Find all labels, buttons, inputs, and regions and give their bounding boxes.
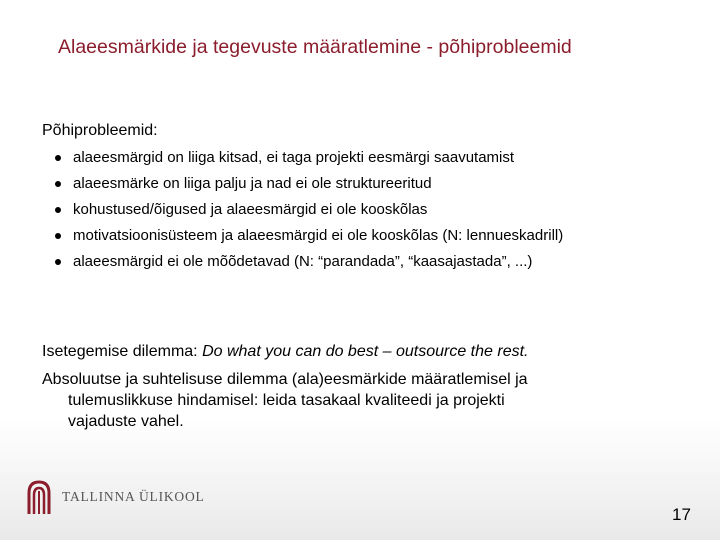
university-logo (26, 479, 226, 515)
bullet-icon (55, 259, 61, 265)
dilemma-line: Absoluutse ja suhtelisuse dilemma (ala)eesmärkide määratlemisel ja (42, 371, 528, 388)
list-item: kohustused/õigused ja alaeesmärgid ei ole kooskõlas (55, 200, 695, 220)
dilemma-label: Isetegemise dilemma: (42, 343, 203, 360)
dilemma-quote: Do what you can do best – outsource the rest. (202, 343, 529, 360)
section-heading: Põhiprobleemid: (42, 122, 158, 139)
dilemma-line: vajaduste vahel. (68, 413, 184, 430)
dilemma-line: tulemuslikkuse hindamisel: leida tasakaal kvaliteedi ja projekti (68, 392, 505, 409)
arch-logo-icon (26, 479, 52, 515)
page-number: 17 (672, 505, 691, 524)
bullet-icon (55, 233, 61, 239)
list-item: motivatsioonisüsteem ja alaeesmärgid ei ole kooskõlas (N: lennueskadrill) (55, 226, 615, 246)
problem-list (55, 148, 695, 272)
slide-title: Alaeesmärkide ja tegevuste määratlemine - põhiprobleemid (58, 36, 572, 58)
bullet-icon (55, 155, 61, 161)
logo-text: TALLINNA ÜLIKOOL (62, 489, 205, 504)
absolute-relative-dilemma (42, 369, 672, 432)
list-item: alaeesmärke on liiga palju ja nad ei ole struktureeritud (55, 174, 695, 194)
bullet-icon (55, 207, 61, 213)
list-item: alaeesmärgid ei ole mõõdetavad (N: “parandada”, “kaasajastada”, ...) (55, 252, 695, 272)
outsourcing-dilemma (42, 341, 672, 362)
bullet-icon (55, 181, 61, 187)
list-item: alaeesmärgid on liiga kitsad, ei taga projekti eesmärgi saavutamist (55, 148, 695, 168)
